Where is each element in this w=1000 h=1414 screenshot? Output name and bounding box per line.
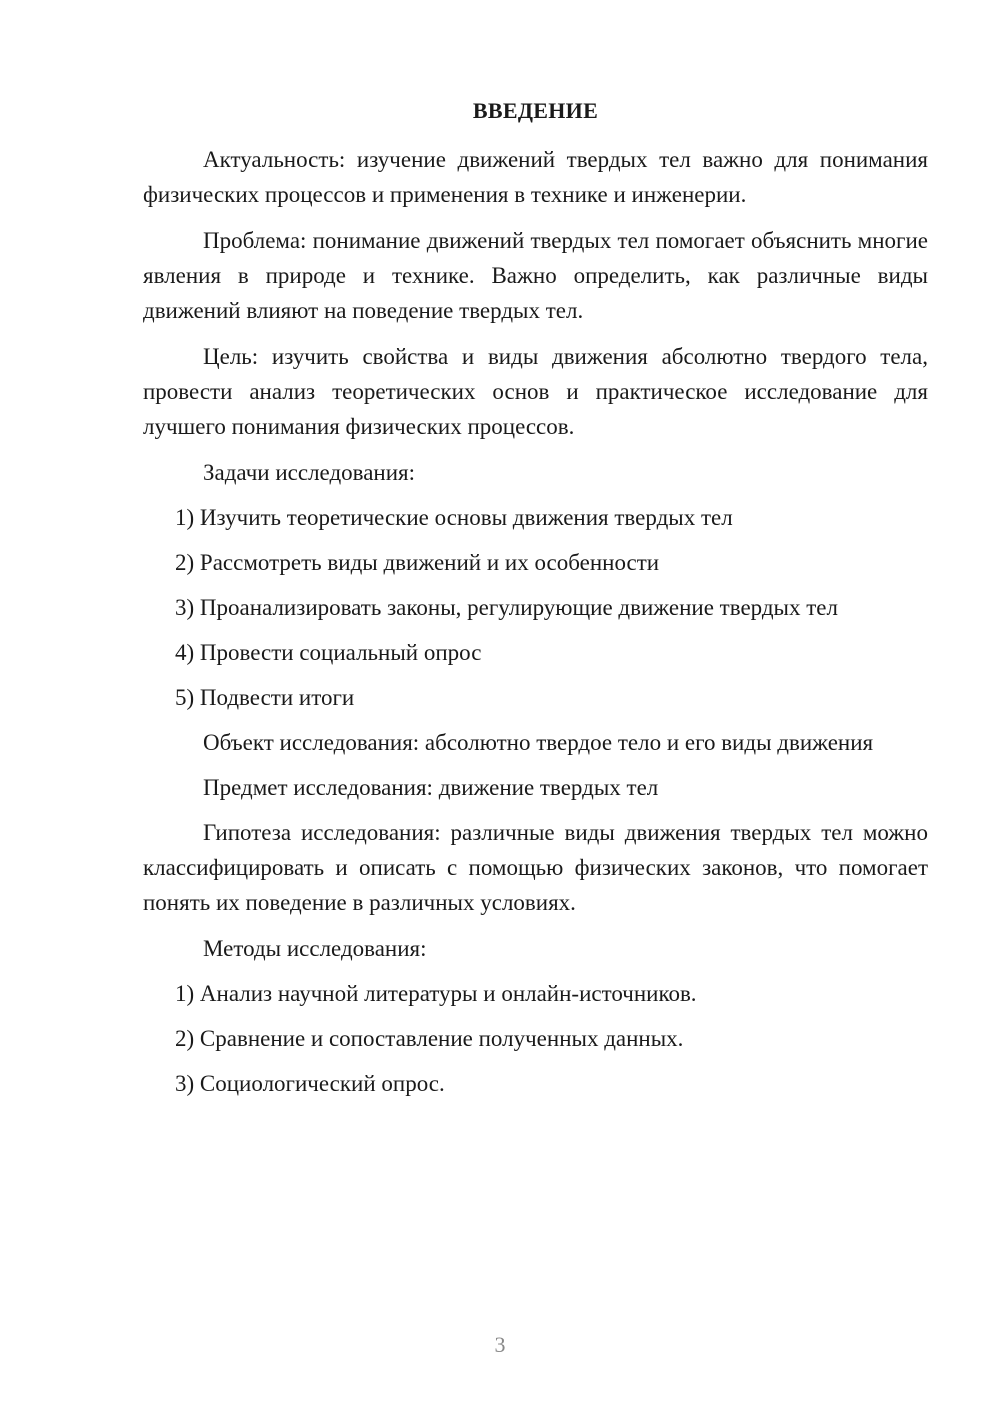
- method-item: 3) Социологический опрос.: [175, 1071, 445, 1096]
- page-number: 3: [494, 1332, 506, 1357]
- method-item: 2) Сравнение и сопоставление полученных данных.: [175, 1026, 684, 1051]
- methods-heading: Методы исследования:: [203, 936, 427, 961]
- hypothesis-paragraph: Гипотеза исследования: различные виды движения твердых тел можно классифицировать и описать с помощью физических законов, что помогает понять их поведение в различных условиях.: [143, 820, 928, 915]
- object-paragraph: Объект исследования: абсолютно твердое тело и его виды движения: [203, 730, 874, 755]
- section-title: ВВЕДЕНИЕ: [472, 98, 599, 123]
- problem-paragraph: Проблема: понимание движений твердых тел помогает объяснить многие явления в природе и технике. Важно определить, как различные виды движений влияют на поведение твердых тел.: [143, 228, 928, 323]
- task-item: 1) Изучить теоретические основы движения твердых тел: [175, 505, 733, 530]
- document-body: [143, 142, 928, 1111]
- task-item: 4) Провести социальный опрос: [175, 640, 482, 665]
- relevance-paragraph: Актуальность: изучение движений твердых тел важно для понимания физических процессов и применения в технике и инженерии.: [143, 147, 928, 207]
- tasks-heading: Задачи исследования:: [203, 460, 416, 485]
- subject-paragraph: Предмет исследования: движение твердых тел: [203, 775, 659, 800]
- goal-paragraph: Цель: изучить свойства и виды движения абсолютно твердого тела, провести анализ теоретических основ и практическое исследование для лучшего понимания физических процессов.: [143, 344, 928, 439]
- task-item: 5) Подвести итоги: [175, 685, 355, 710]
- task-item: 3) Проанализировать законы, регулирующие движение твердых тел: [175, 595, 838, 620]
- method-item: 1) Анализ научной литературы и онлайн-источников.: [175, 981, 697, 1006]
- task-item: 2) Рассмотреть виды движений и их особенности: [175, 550, 660, 575]
